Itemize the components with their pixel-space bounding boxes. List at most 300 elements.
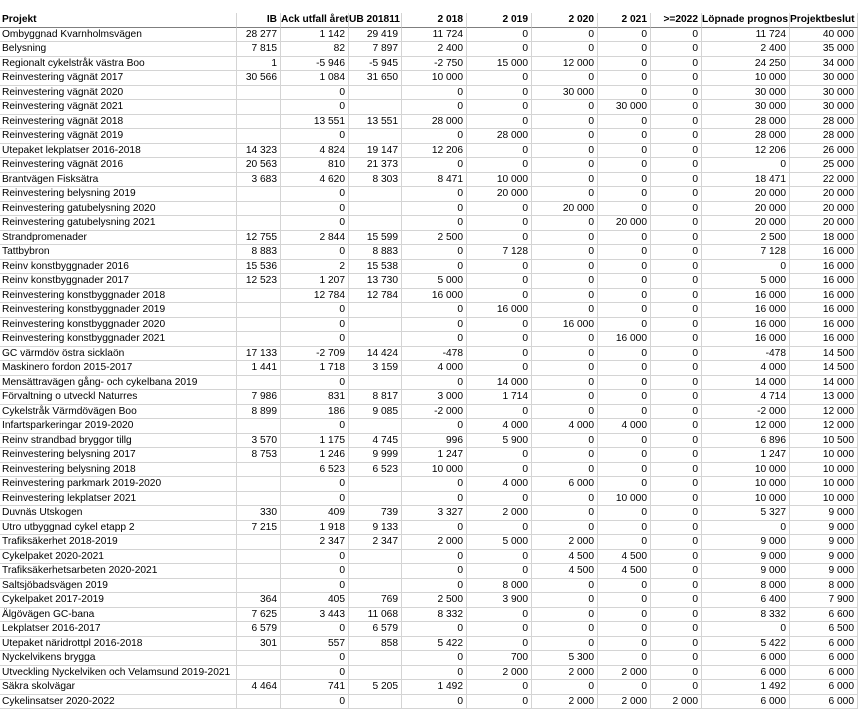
cell-ub-201811[interactable]: 2 347 <box>349 535 402 550</box>
cell-y2019[interactable]: 0 <box>467 231 532 246</box>
cell-ub-201811[interactable] <box>349 477 402 492</box>
cell-y2019[interactable]: 4 000 <box>467 477 532 492</box>
cell-y2020[interactable]: 0 <box>532 158 598 173</box>
cell-ack-utfall[interactable]: 4 824 <box>281 144 349 159</box>
cell-y2022plus[interactable]: 0 <box>651 57 702 72</box>
cell-y2018[interactable]: 0 <box>402 216 467 231</box>
cell-projektbeslut[interactable]: 14 500 <box>790 361 858 376</box>
cell-y2018[interactable]: 0 <box>402 245 467 260</box>
cell-ib[interactable] <box>237 695 281 710</box>
cell-project[interactable]: Reinvestering konstbyggnader 2021 <box>0 332 237 347</box>
cell-prognos[interactable]: 6 000 <box>702 651 790 666</box>
cell-ib[interactable]: 7 625 <box>237 608 281 623</box>
cell-ack-utfall[interactable]: 0 <box>281 202 349 217</box>
cell-y2021[interactable]: 0 <box>598 463 651 478</box>
cell-y2020[interactable]: 0 <box>532 129 598 144</box>
cell-y2018[interactable]: 0 <box>402 100 467 115</box>
cell-ib[interactable]: 15 536 <box>237 260 281 275</box>
cell-project[interactable]: Cykelinsatser 2020-2022 <box>0 695 237 710</box>
cell-project[interactable]: Utro utbyggnad cykel etapp 2 <box>0 521 237 536</box>
cell-ack-utfall[interactable]: 0 <box>281 651 349 666</box>
cell-project[interactable]: Förvaltning o utveckl Naturres <box>0 390 237 405</box>
cell-y2022plus[interactable]: 0 <box>651 42 702 57</box>
cell-ib[interactable]: 3 683 <box>237 173 281 188</box>
cell-y2022plus[interactable]: 0 <box>651 303 702 318</box>
cell-ack-utfall[interactable]: 0 <box>281 477 349 492</box>
cell-y2019[interactable]: 10 000 <box>467 173 532 188</box>
cell-ub-201811[interactable]: 29 419 <box>349 28 402 43</box>
cell-y2021[interactable]: 0 <box>598 245 651 260</box>
cell-y2022plus[interactable]: 0 <box>651 376 702 391</box>
cell-y2022plus[interactable]: 0 <box>651 173 702 188</box>
cell-project[interactable]: Cykelpaket 2020-2021 <box>0 550 237 565</box>
cell-y2018[interactable]: 0 <box>402 622 467 637</box>
cell-y2018[interactable]: 2 500 <box>402 231 467 246</box>
cell-y2019[interactable]: 0 <box>467 144 532 159</box>
cell-y2020[interactable]: 4 500 <box>532 550 598 565</box>
cell-y2020[interactable]: 0 <box>532 28 598 43</box>
header-ib[interactable]: IB <box>237 13 281 28</box>
cell-ack-utfall[interactable]: 3 443 <box>281 608 349 623</box>
cell-project[interactable]: Reinvestering vägnät 2019 <box>0 129 237 144</box>
cell-y2022plus[interactable]: 0 <box>651 666 702 681</box>
cell-y2020[interactable]: 0 <box>532 289 598 304</box>
cell-ub-201811[interactable]: 13 730 <box>349 274 402 289</box>
cell-y2018[interactable]: 1 492 <box>402 680 467 695</box>
cell-y2022plus[interactable]: 0 <box>651 564 702 579</box>
cell-y2018[interactable]: 0 <box>402 202 467 217</box>
cell-ack-utfall[interactable]: 1 718 <box>281 361 349 376</box>
cell-y2020[interactable]: 2 000 <box>532 695 598 710</box>
cell-y2020[interactable]: 0 <box>532 463 598 478</box>
cell-y2021[interactable]: 0 <box>598 202 651 217</box>
cell-ub-201811[interactable] <box>349 303 402 318</box>
cell-ub-201811[interactable]: -5 945 <box>349 57 402 72</box>
cell-ack-utfall[interactable]: 2 844 <box>281 231 349 246</box>
cell-projektbeslut[interactable]: 9 000 <box>790 564 858 579</box>
cell-projektbeslut[interactable]: 18 000 <box>790 231 858 246</box>
cell-prognos[interactable]: 10 000 <box>702 463 790 478</box>
cell-y2022plus[interactable]: 0 <box>651 100 702 115</box>
cell-y2020[interactable]: 0 <box>532 274 598 289</box>
cell-ub-201811[interactable] <box>349 564 402 579</box>
cell-y2018[interactable]: 0 <box>402 86 467 101</box>
cell-ub-201811[interactable] <box>349 318 402 333</box>
cell-ib[interactable]: 1 <box>237 57 281 72</box>
header-ub-201811[interactable]: UB 201811 <box>349 13 402 28</box>
cell-y2022plus[interactable]: 0 <box>651 579 702 594</box>
cell-project[interactable]: Saltsjöbadsvägen 2019 <box>0 579 237 594</box>
cell-y2019[interactable]: 0 <box>467 550 532 565</box>
cell-ub-201811[interactable]: 13 551 <box>349 115 402 130</box>
header-prognos[interactable]: Löpnade prognos <box>702 13 790 28</box>
cell-prognos[interactable]: 8 332 <box>702 608 790 623</box>
cell-y2018[interactable]: 0 <box>402 158 467 173</box>
cell-y2022plus[interactable]: 0 <box>651 390 702 405</box>
cell-y2021[interactable]: 0 <box>598 260 651 275</box>
cell-ub-201811[interactable]: 11 068 <box>349 608 402 623</box>
cell-ack-utfall[interactable]: 13 551 <box>281 115 349 130</box>
cell-prognos[interactable]: 9 000 <box>702 564 790 579</box>
cell-projektbeslut[interactable]: 28 000 <box>790 115 858 130</box>
cell-y2021[interactable]: 0 <box>598 405 651 420</box>
cell-y2018[interactable]: 0 <box>402 550 467 565</box>
cell-projektbeslut[interactable]: 14 500 <box>790 347 858 362</box>
cell-projektbeslut[interactable]: 9 000 <box>790 535 858 550</box>
cell-y2018[interactable]: 0 <box>402 129 467 144</box>
cell-ib[interactable] <box>237 100 281 115</box>
cell-y2018[interactable]: 0 <box>402 477 467 492</box>
cell-ib[interactable] <box>237 86 281 101</box>
cell-ub-201811[interactable]: 8 303 <box>349 173 402 188</box>
cell-y2022plus[interactable]: 0 <box>651 144 702 159</box>
cell-ib[interactable]: 301 <box>237 637 281 652</box>
cell-y2022plus[interactable]: 0 <box>651 419 702 434</box>
cell-project[interactable]: Reinvestering konstbyggnader 2020 <box>0 318 237 333</box>
cell-y2018[interactable]: 0 <box>402 564 467 579</box>
cell-ack-utfall[interactable]: 741 <box>281 680 349 695</box>
cell-y2019[interactable]: 5 000 <box>467 535 532 550</box>
header-y2018[interactable]: 2 018 <box>402 13 467 28</box>
cell-projektbeslut[interactable]: 13 000 <box>790 390 858 405</box>
cell-ack-utfall[interactable]: 186 <box>281 405 349 420</box>
cell-project[interactable]: Mensättravägen gång- och cykelbana 2019 <box>0 376 237 391</box>
cell-project[interactable]: Reinvestering vägnät 2020 <box>0 86 237 101</box>
cell-y2022plus[interactable]: 0 <box>651 637 702 652</box>
cell-y2020[interactable]: 4 000 <box>532 419 598 434</box>
cell-y2020[interactable]: 0 <box>532 231 598 246</box>
cell-y2018[interactable]: 8 332 <box>402 608 467 623</box>
cell-y2022plus[interactable]: 0 <box>651 521 702 536</box>
cell-project[interactable]: Älgövägen GC-bana <box>0 608 237 623</box>
cell-y2022plus[interactable]: 0 <box>651 477 702 492</box>
cell-y2022plus[interactable]: 0 <box>651 434 702 449</box>
cell-y2021[interactable]: 0 <box>598 303 651 318</box>
cell-y2020[interactable]: 0 <box>532 608 598 623</box>
cell-y2018[interactable]: 8 471 <box>402 173 467 188</box>
cell-ib[interactable]: 4 464 <box>237 680 281 695</box>
cell-y2020[interactable]: 4 500 <box>532 564 598 579</box>
cell-prognos[interactable]: 6 000 <box>702 666 790 681</box>
cell-prognos[interactable]: 12 000 <box>702 419 790 434</box>
cell-y2020[interactable]: 0 <box>532 593 598 608</box>
cell-projektbeslut[interactable]: 10 500 <box>790 434 858 449</box>
cell-y2022plus[interactable]: 0 <box>651 332 702 347</box>
cell-prognos[interactable]: 10 000 <box>702 492 790 507</box>
cell-ib[interactable]: 7 815 <box>237 42 281 57</box>
cell-y2022plus[interactable]: 0 <box>651 506 702 521</box>
cell-ub-201811[interactable]: 31 650 <box>349 71 402 86</box>
cell-ib[interactable] <box>237 332 281 347</box>
cell-y2019[interactable]: 2 000 <box>467 666 532 681</box>
cell-projektbeslut[interactable]: 40 000 <box>790 28 858 43</box>
cell-prognos[interactable]: 4 714 <box>702 390 790 405</box>
cell-y2022plus[interactable]: 0 <box>651 260 702 275</box>
cell-y2022plus[interactable]: 0 <box>651 187 702 202</box>
cell-y2019[interactable]: 0 <box>467 100 532 115</box>
cell-y2020[interactable]: 0 <box>532 187 598 202</box>
cell-ib[interactable] <box>237 477 281 492</box>
cell-y2022plus[interactable]: 0 <box>651 535 702 550</box>
cell-y2019[interactable]: 3 900 <box>467 593 532 608</box>
cell-projektbeslut[interactable]: 12 000 <box>790 405 858 420</box>
cell-y2019[interactable]: 0 <box>467 492 532 507</box>
cell-ack-utfall[interactable]: 409 <box>281 506 349 521</box>
cell-prognos[interactable]: 1 492 <box>702 680 790 695</box>
cell-y2019[interactable]: 0 <box>467 637 532 652</box>
cell-y2018[interactable]: 996 <box>402 434 467 449</box>
cell-ub-201811[interactable]: 14 424 <box>349 347 402 362</box>
cell-y2020[interactable]: 0 <box>532 622 598 637</box>
cell-projektbeslut[interactable]: 30 000 <box>790 71 858 86</box>
cell-ub-201811[interactable]: 6 523 <box>349 463 402 478</box>
cell-y2020[interactable]: 0 <box>532 521 598 536</box>
cell-prognos[interactable]: 20 000 <box>702 216 790 231</box>
cell-y2019[interactable]: 16 000 <box>467 303 532 318</box>
cell-y2019[interactable]: 0 <box>467 274 532 289</box>
cell-projektbeslut[interactable]: 20 000 <box>790 216 858 231</box>
cell-y2019[interactable]: 0 <box>467 608 532 623</box>
cell-y2020[interactable]: 0 <box>532 376 598 391</box>
cell-prognos[interactable]: 8 000 <box>702 579 790 594</box>
cell-prognos[interactable]: 16 000 <box>702 318 790 333</box>
cell-project[interactable]: Strandpromenader <box>0 231 237 246</box>
cell-ib[interactable] <box>237 303 281 318</box>
cell-project[interactable]: Reinvestering belysning 2018 <box>0 463 237 478</box>
cell-y2019[interactable]: 0 <box>467 405 532 420</box>
cell-ack-utfall[interactable]: 1 175 <box>281 434 349 449</box>
cell-y2021[interactable]: 0 <box>598 231 651 246</box>
cell-y2021[interactable]: 0 <box>598 376 651 391</box>
cell-y2018[interactable]: 5 000 <box>402 274 467 289</box>
cell-y2018[interactable]: -478 <box>402 347 467 362</box>
cell-ack-utfall[interactable]: 810 <box>281 158 349 173</box>
cell-ack-utfall[interactable]: 0 <box>281 129 349 144</box>
header-y2019[interactable]: 2 019 <box>467 13 532 28</box>
cell-projektbeslut[interactable]: 10 000 <box>790 463 858 478</box>
cell-prognos[interactable]: 6 400 <box>702 593 790 608</box>
cell-prognos[interactable]: 7 128 <box>702 245 790 260</box>
cell-project[interactable]: Reinvestering vägnät 2017 <box>0 71 237 86</box>
cell-y2019[interactable]: 700 <box>467 651 532 666</box>
cell-y2020[interactable]: 0 <box>532 216 598 231</box>
cell-project[interactable]: Reinv strandbad bryggor tillg <box>0 434 237 449</box>
cell-ack-utfall[interactable]: 0 <box>281 187 349 202</box>
cell-y2022plus[interactable]: 0 <box>651 86 702 101</box>
cell-y2019[interactable]: 0 <box>467 260 532 275</box>
cell-y2018[interactable]: 12 206 <box>402 144 467 159</box>
cell-projektbeslut[interactable]: 10 000 <box>790 448 858 463</box>
cell-y2019[interactable]: 0 <box>467 71 532 86</box>
cell-ib[interactable] <box>237 651 281 666</box>
cell-y2022plus[interactable]: 0 <box>651 593 702 608</box>
cell-prognos[interactable]: 16 000 <box>702 332 790 347</box>
cell-prognos[interactable]: 12 206 <box>702 144 790 159</box>
cell-ub-201811[interactable]: 9 133 <box>349 521 402 536</box>
cell-ack-utfall[interactable]: -2 709 <box>281 347 349 362</box>
cell-ib[interactable] <box>237 463 281 478</box>
cell-ib[interactable]: 20 563 <box>237 158 281 173</box>
cell-y2022plus[interactable]: 0 <box>651 115 702 130</box>
cell-y2019[interactable]: 0 <box>467 680 532 695</box>
cell-ub-201811[interactable]: 8 883 <box>349 245 402 260</box>
cell-ib[interactable]: 330 <box>237 506 281 521</box>
header-y2021[interactable]: 2 021 <box>598 13 651 28</box>
cell-y2019[interactable]: 7 128 <box>467 245 532 260</box>
cell-ib[interactable]: 3 570 <box>237 434 281 449</box>
cell-y2021[interactable]: 0 <box>598 680 651 695</box>
header-y2020[interactable]: 2 020 <box>532 13 598 28</box>
cell-ub-201811[interactable]: 6 579 <box>349 622 402 637</box>
cell-y2018[interactable]: 11 724 <box>402 28 467 43</box>
cell-y2018[interactable]: 10 000 <box>402 71 467 86</box>
cell-ib[interactable] <box>237 376 281 391</box>
cell-y2021[interactable]: 2 000 <box>598 695 651 710</box>
cell-project[interactable]: Utepaket näridrottpl 2016-2018 <box>0 637 237 652</box>
cell-y2019[interactable]: 0 <box>467 42 532 57</box>
cell-y2018[interactable]: 3 327 <box>402 506 467 521</box>
cell-projektbeslut[interactable]: 6 600 <box>790 608 858 623</box>
cell-ub-201811[interactable] <box>349 100 402 115</box>
cell-y2022plus[interactable]: 0 <box>651 680 702 695</box>
cell-projektbeslut[interactable]: 6 000 <box>790 680 858 695</box>
cell-y2022plus[interactable]: 0 <box>651 361 702 376</box>
cell-y2018[interactable]: 0 <box>402 318 467 333</box>
cell-ub-201811[interactable] <box>349 332 402 347</box>
cell-y2020[interactable]: 0 <box>532 115 598 130</box>
cell-y2019[interactable]: 14 000 <box>467 376 532 391</box>
cell-y2021[interactable]: 0 <box>598 144 651 159</box>
cell-y2020[interactable]: 0 <box>532 390 598 405</box>
cell-y2021[interactable]: 2 000 <box>598 666 651 681</box>
cell-ub-201811[interactable]: 19 147 <box>349 144 402 159</box>
cell-y2022plus[interactable]: 0 <box>651 463 702 478</box>
cell-y2021[interactable]: 0 <box>598 651 651 666</box>
cell-ub-201811[interactable]: 769 <box>349 593 402 608</box>
cell-y2019[interactable]: 0 <box>467 115 532 130</box>
cell-y2022plus[interactable]: 2 000 <box>651 695 702 710</box>
cell-projektbeslut[interactable]: 16 000 <box>790 245 858 260</box>
cell-ub-201811[interactable] <box>349 666 402 681</box>
cell-ack-utfall[interactable]: 831 <box>281 390 349 405</box>
cell-ib[interactable] <box>237 187 281 202</box>
cell-project[interactable]: Regionalt cykelstråk västra Boo <box>0 57 237 72</box>
cell-y2019[interactable]: 0 <box>467 202 532 217</box>
cell-project[interactable]: Reinvestering vägnät 2018 <box>0 115 237 130</box>
cell-project[interactable]: Brantvägen Fisksätra <box>0 173 237 188</box>
cell-ub-201811[interactable]: 858 <box>349 637 402 652</box>
cell-y2019[interactable]: 0 <box>467 564 532 579</box>
cell-ib[interactable]: 8 753 <box>237 448 281 463</box>
cell-ack-utfall[interactable]: 405 <box>281 593 349 608</box>
cell-y2022plus[interactable]: 0 <box>651 216 702 231</box>
cell-prognos[interactable]: 6 000 <box>702 695 790 710</box>
cell-y2022plus[interactable]: 0 <box>651 289 702 304</box>
cell-prognos[interactable]: 5 327 <box>702 506 790 521</box>
cell-prognos[interactable]: 9 000 <box>702 535 790 550</box>
cell-ack-utfall[interactable]: 0 <box>281 100 349 115</box>
cell-projektbeslut[interactable]: 28 000 <box>790 129 858 144</box>
cell-y2019[interactable]: 5 900 <box>467 434 532 449</box>
cell-ub-201811[interactable] <box>349 129 402 144</box>
cell-y2021[interactable]: 0 <box>598 535 651 550</box>
cell-ub-201811[interactable] <box>349 550 402 565</box>
cell-y2022plus[interactable]: 0 <box>651 202 702 217</box>
cell-prognos[interactable]: 5 000 <box>702 274 790 289</box>
cell-y2019[interactable]: 0 <box>467 216 532 231</box>
cell-projektbeslut[interactable]: 10 000 <box>790 477 858 492</box>
cell-ib[interactable]: 14 323 <box>237 144 281 159</box>
cell-y2021[interactable]: 0 <box>598 129 651 144</box>
cell-y2018[interactable]: 0 <box>402 419 467 434</box>
cell-ub-201811[interactable]: 15 538 <box>349 260 402 275</box>
cell-projektbeslut[interactable]: 34 000 <box>790 57 858 72</box>
cell-projektbeslut[interactable]: 8 000 <box>790 579 858 594</box>
cell-y2021[interactable]: 0 <box>598 579 651 594</box>
cell-ack-utfall[interactable]: 6 523 <box>281 463 349 478</box>
cell-ub-201811[interactable] <box>349 492 402 507</box>
cell-y2020[interactable]: 0 <box>532 347 598 362</box>
cell-y2022plus[interactable]: 0 <box>651 405 702 420</box>
cell-y2021[interactable]: 30 000 <box>598 100 651 115</box>
cell-y2019[interactable]: 4 000 <box>467 419 532 434</box>
cell-y2020[interactable]: 0 <box>532 579 598 594</box>
cell-y2020[interactable]: 2 000 <box>532 535 598 550</box>
cell-prognos[interactable]: 14 000 <box>702 376 790 391</box>
cell-y2021[interactable]: 0 <box>598 289 651 304</box>
cell-prognos[interactable]: 0 <box>702 158 790 173</box>
cell-ib[interactable]: 6 579 <box>237 622 281 637</box>
cell-ub-201811[interactable] <box>349 86 402 101</box>
cell-project[interactable]: Nyckelvikens brygga <box>0 651 237 666</box>
cell-ack-utfall[interactable]: 1 918 <box>281 521 349 536</box>
cell-project[interactable]: Reinv konstbyggnader 2017 <box>0 274 237 289</box>
cell-y2020[interactable]: 2 000 <box>532 666 598 681</box>
cell-y2020[interactable]: 0 <box>532 680 598 695</box>
cell-y2020[interactable]: 16 000 <box>532 318 598 333</box>
cell-ack-utfall[interactable]: 0 <box>281 86 349 101</box>
cell-y2020[interactable]: 0 <box>532 303 598 318</box>
header-projektbeslut[interactable]: Projektbeslut <box>790 13 858 28</box>
cell-y2021[interactable]: 0 <box>598 593 651 608</box>
cell-prognos[interactable]: 6 896 <box>702 434 790 449</box>
cell-ib[interactable] <box>237 318 281 333</box>
cell-y2018[interactable]: 1 247 <box>402 448 467 463</box>
cell-ub-201811[interactable]: 5 205 <box>349 680 402 695</box>
cell-prognos[interactable]: -2 000 <box>702 405 790 420</box>
cell-project[interactable]: Reinvestering parkmark 2019-2020 <box>0 477 237 492</box>
cell-project[interactable]: Reinvestering konstbyggnader 2019 <box>0 303 237 318</box>
cell-ack-utfall[interactable]: -5 946 <box>281 57 349 72</box>
cell-ack-utfall[interactable]: 2 347 <box>281 535 349 550</box>
cell-ack-utfall[interactable]: 1 207 <box>281 274 349 289</box>
cell-y2019[interactable]: 0 <box>467 86 532 101</box>
cell-prognos[interactable]: 20 000 <box>702 187 790 202</box>
cell-y2021[interactable]: 0 <box>598 477 651 492</box>
cell-prognos[interactable]: 5 422 <box>702 637 790 652</box>
cell-y2022plus[interactable]: 0 <box>651 651 702 666</box>
cell-y2022plus[interactable]: 0 <box>651 28 702 43</box>
cell-y2021[interactable]: 20 000 <box>598 216 651 231</box>
cell-prognos[interactable]: 10 000 <box>702 71 790 86</box>
cell-y2021[interactable]: 0 <box>598 187 651 202</box>
cell-ack-utfall[interactable]: 1 246 <box>281 448 349 463</box>
cell-y2021[interactable]: 0 <box>598 158 651 173</box>
cell-ub-201811[interactable]: 9 085 <box>349 405 402 420</box>
cell-ack-utfall[interactable]: 557 <box>281 637 349 652</box>
cell-projektbeslut[interactable]: 16 000 <box>790 289 858 304</box>
cell-ib[interactable] <box>237 550 281 565</box>
